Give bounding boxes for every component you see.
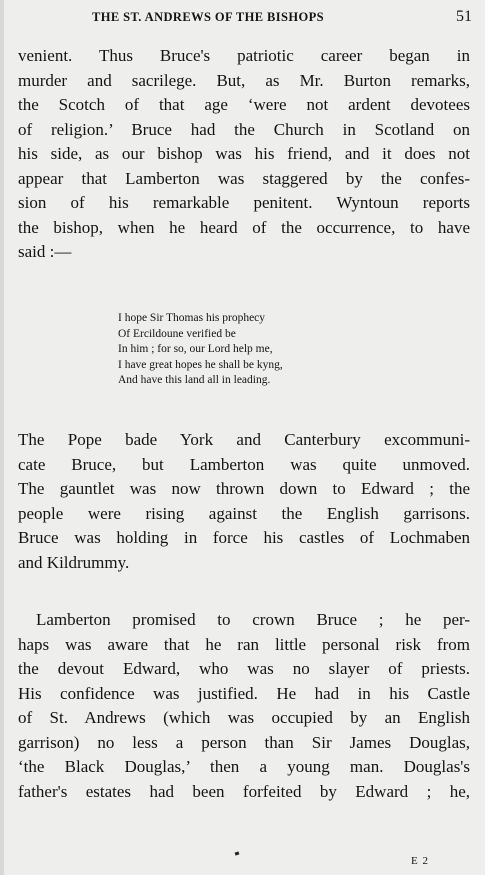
text-line: Lamberton promised to crown Bruce ; he per- (36, 610, 470, 629)
paragraph-2 (18, 428, 470, 575)
verse-line: And have this land all in leading. (118, 374, 271, 386)
text-line: father's estates had been forfeited by Edward ; he, (18, 781, 470, 801)
paragraph-3 (18, 608, 470, 804)
verse-line: I hope Sir Thomas his prophecy (118, 312, 266, 324)
text-line: appear that Lamberton was staggered by the confes- (18, 168, 470, 188)
text-line: his side, as our bishop was his friend, and it does not (18, 144, 470, 163)
text-line: of religion.’ Bruce had the Church in Scotland on (18, 119, 470, 139)
text-line: sion of his remarkable penitent. Wyntoun reports (18, 193, 470, 212)
ink-speck (235, 851, 240, 855)
signature-mark: E 2 (411, 855, 429, 867)
verse-line: Of Ercildoune verified be (118, 327, 236, 340)
verse-line: I have great hopes he shall be kyng, (118, 358, 283, 371)
verse-line: In him ; for so, our Lord help me, (118, 343, 273, 355)
text-line: people were rising against the English garrisons. (18, 503, 470, 523)
page-edge-shadow (0, 0, 4, 875)
text-line: garrison) no less a person than Sir James Douglas, (18, 732, 470, 752)
paragraph-1 (18, 44, 470, 265)
text-line: said :— (18, 242, 72, 261)
page-number: 51 (456, 8, 472, 25)
verse-quotation (118, 311, 368, 389)
text-line: and Kildrummy. (18, 552, 130, 572)
text-line: The Pope bade York and Canterbury excommuni- (18, 430, 470, 449)
text-line: His confidence was justified. He had in his Castle (18, 683, 470, 703)
text-line: the Scotch of that age ‘were not ardent devotees (18, 95, 470, 114)
text-line: of St. Andrews (which was occupied by an English (18, 708, 470, 727)
text-line: venient. Thus Bruce's patriotic career began in (18, 46, 470, 65)
text-line: haps was aware that he ran little personal risk from (18, 634, 470, 654)
page-header (18, 8, 476, 28)
text-line: the bishop, when he heard of the occurrence, to have (18, 217, 470, 237)
text-line: cate Bruce, but Lamberton was quite unmoved. (18, 454, 470, 474)
text-line: The gauntlet was now thrown down to Edward ; the (18, 479, 470, 498)
text-line: ‘the Black Douglas,’ then a young man. Douglas's (18, 757, 470, 776)
text-line: Bruce was holding in force his castles of Lochmaben (18, 528, 470, 547)
text-line: murder and sacrilege. But, as Mr. Burton remarks, (18, 70, 470, 90)
text-line: the devout Edward, who was no slayer of priests. (18, 659, 470, 678)
running-head: THE ST. ANDREWS OF THE BISHOPS (92, 10, 324, 24)
